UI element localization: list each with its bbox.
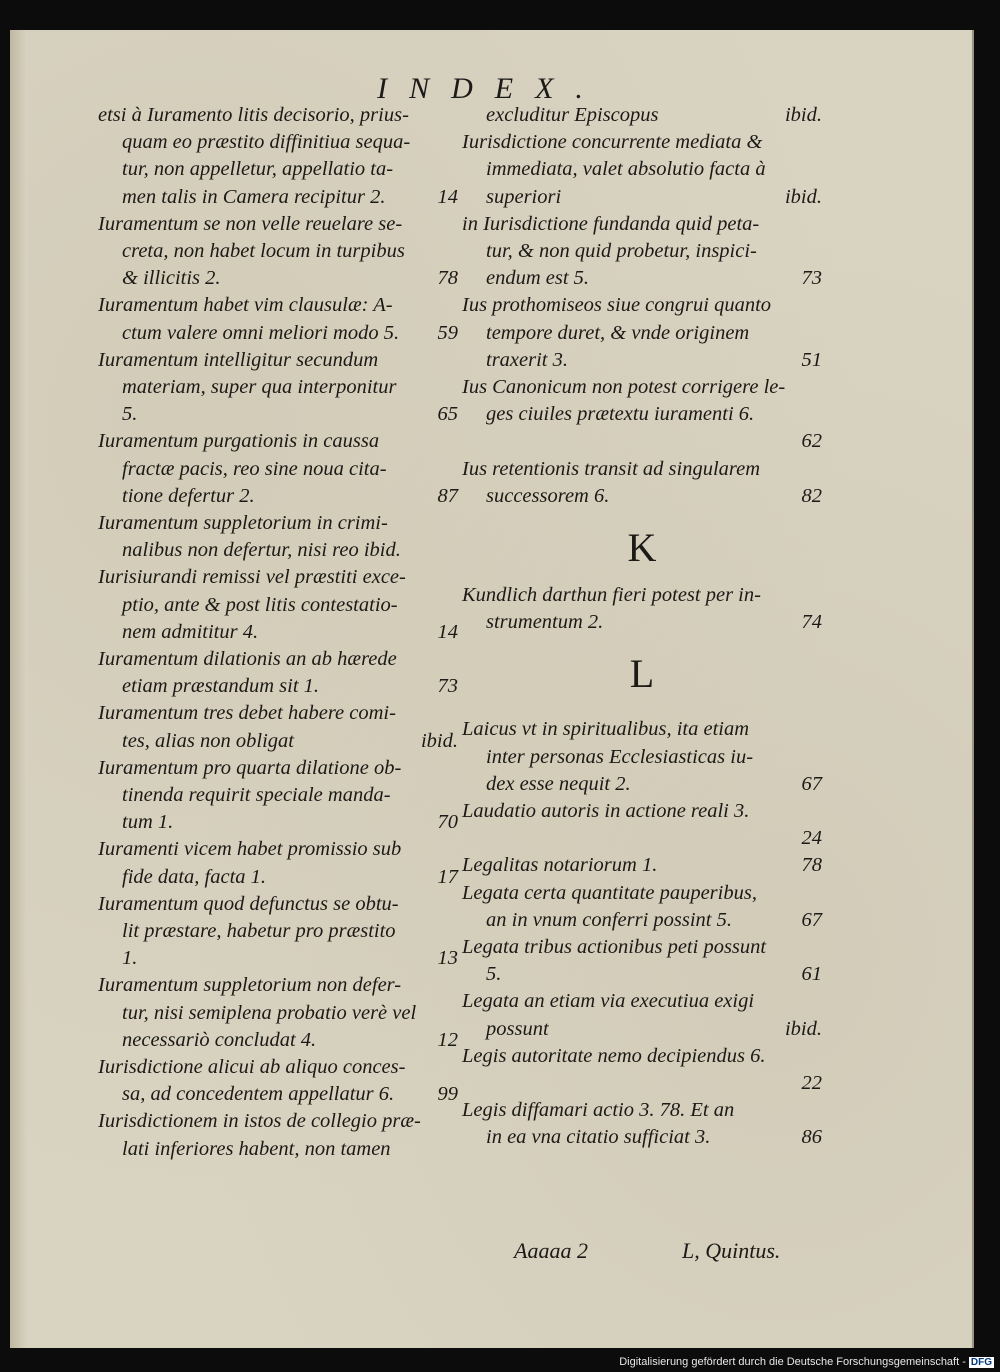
index-entry-line (122, 265, 458, 291)
entry-text: an in vnum conferri possint 5. (486, 908, 732, 931)
book-page (10, 30, 974, 1348)
index-entry-line (462, 852, 822, 878)
entry-page-number: 13 (437, 947, 458, 970)
index-entry-line (122, 864, 458, 890)
index-entry-line (98, 102, 458, 128)
index-entry-line (122, 184, 458, 210)
entry-text: quam eo præstito diffinitiua sequa- (122, 131, 411, 154)
index-entry-line (98, 836, 458, 862)
entry-page-number: 14 (437, 620, 458, 643)
entry-text: traxerit 3. (486, 348, 568, 371)
index-entry-line (462, 456, 822, 482)
index-entry-line (122, 1081, 458, 1107)
index-entry-line (486, 102, 822, 128)
entry-text: 5. (122, 403, 138, 426)
index-entry-line (122, 456, 458, 482)
index-entry-line (486, 401, 822, 427)
index-entry-line (122, 1136, 458, 1162)
index-entry-line (122, 401, 458, 427)
entry-text: inter personas Ecclesiasticas iu- (486, 745, 754, 768)
entry-text: lit præstare, habetur pro præstito (122, 920, 396, 942)
entry-text: Ius retentionis transit ad singularem (462, 457, 761, 480)
index-entry-line (462, 1097, 822, 1123)
entry-text: ges ciuiles prætextu iuramenti 6. (486, 403, 755, 426)
entry-page-number: 73 (801, 267, 822, 290)
entry-text: Iuramentum suppletorium non defer- (98, 974, 402, 997)
entry-text: Iuramenti vicem habet promissio sub (98, 838, 402, 861)
index-entry-line (486, 907, 822, 933)
index-entry-line (98, 1108, 458, 1134)
index-entry-line (122, 782, 458, 808)
index-entry-line (98, 1054, 458, 1080)
catchword: L, Quintus. (682, 1238, 781, 1263)
entry-page-number: 74 (801, 611, 822, 634)
index-entry-line (462, 582, 822, 608)
entry-text: 1. (122, 947, 138, 970)
entry-text: in Iurisdictione fundanda quid peta- (462, 212, 760, 235)
index-entry-line (486, 609, 822, 635)
entry-page-number: ibid. (784, 1017, 822, 1040)
entry-text: Iurisdictione concurrente mediata & (462, 131, 763, 154)
entry-text: creta, non habet locum in turpibus (122, 240, 405, 262)
index-entry-line (462, 292, 822, 318)
index-entry-line (486, 744, 822, 770)
entry-page-number: 12 (437, 1028, 458, 1051)
entry-text: superiori (486, 185, 562, 208)
entry-text: immediata, valet absolutio facta à (486, 158, 766, 181)
entry-page-number: 67 (801, 908, 822, 931)
entry-text: ptio, ante & post litis contestatio- (122, 593, 398, 616)
index-entry-line (462, 129, 822, 155)
entry-page-number: 14 (437, 185, 458, 208)
entry-text: tur, nisi semiplena probatio verè vel (122, 1001, 417, 1024)
dfg-logo: DFG (970, 1356, 992, 1368)
entry-text: Iurisdictione alicui ab aliquo conces- (98, 1056, 406, 1078)
index-entry-line (122, 728, 458, 754)
section-letter-l: L (629, 651, 655, 697)
index-entry-line (122, 129, 458, 155)
entry-text: nem admititur 4. (122, 620, 259, 643)
entry-text: Iuramentum habet vim clausulæ: A- (98, 294, 393, 317)
entry-text: Iurisdictionem in istos de collegio præ- (98, 1110, 421, 1133)
entry-page-number: 67 (801, 772, 822, 795)
index-entry-line (486, 961, 822, 987)
entry-page-number: 61 (801, 963, 822, 986)
entry-text: lati inferiores habent, non tamen (122, 1137, 391, 1160)
index-entry-line (122, 809, 458, 835)
index-entry-line (122, 673, 458, 699)
page-binding-edge (10, 30, 28, 1348)
entry-text: dex esse nequit 2. (486, 772, 631, 795)
index-entry-line (122, 483, 458, 509)
footer-text: Digitalisierung gefördert durch die Deutsche Forschungsgemeinschaft - (619, 1356, 966, 1368)
entry-text: in ea vna citatio sufficiat 3. (486, 1126, 711, 1149)
entry-text: successorem 6. (486, 484, 610, 507)
entry-page-number: 22 (801, 1072, 822, 1094)
index-entry-line (98, 646, 458, 672)
index-entry-line (486, 1124, 822, 1150)
entry-text: Legata certa quantitate pauperibus, (462, 881, 757, 904)
entry-page-number: 82 (801, 484, 822, 507)
index-entry-line (98, 564, 458, 590)
entry-text: strumentum 2. (486, 611, 604, 634)
entry-text: Laicus vt in spiritualibus, ita etiam (462, 718, 750, 741)
entry-page-number: 62 (801, 430, 822, 453)
entry-page-number: 17 (437, 865, 458, 888)
entry-page-number: 24 (801, 827, 822, 850)
entry-text: tur, non appelletur, appellatio ta- (122, 158, 394, 181)
entry-text: nalibus non defertur, nisi reo ibid. (122, 539, 401, 562)
entry-text: Iuramentum pro quarta dilatione ob- (98, 756, 402, 779)
index-entry-line (98, 347, 458, 373)
entry-text: Iuramentum dilationis an ab hærede (98, 648, 397, 670)
entry-text: possunt (486, 1017, 549, 1040)
entry-text: tinenda requirit speciale manda- (122, 784, 391, 806)
entry-text: Legalitas notariorum 1. (462, 854, 658, 877)
index-entry-line (486, 238, 822, 264)
index-entry-line (122, 1000, 458, 1026)
entry-text: Iuramentum intelligitur secundum (98, 348, 379, 371)
section-letter-k: K (627, 525, 657, 570)
entry-page-number: ibid. (784, 185, 822, 208)
index-entry-line (462, 374, 822, 400)
entry-text: endum est 5. (486, 267, 590, 290)
index-entry-line (98, 700, 458, 726)
entry-text: Legis diffamari actio 3. 78. Et an (462, 1099, 735, 1122)
index-entry-line (98, 755, 458, 781)
entry-page-number: 86 (801, 1126, 822, 1149)
entry-page-number: 99 (437, 1083, 458, 1106)
entry-text: etiam præstandum sit 1. (122, 675, 320, 698)
entry-text: Laudatio autoris in actione reali 3. (462, 800, 750, 822)
index-entry-line (122, 238, 458, 264)
entry-text: Legata an etiam via executiua exigi (462, 990, 755, 1013)
index-entry-line (486, 483, 822, 509)
index-entry-line (98, 428, 458, 454)
entry-text: Iurisiurandi remissi vel præstiti exce- (98, 566, 406, 589)
index-entry-line (462, 716, 822, 742)
entry-text: Ius Canonicum non potest corrigere le- (462, 376, 786, 398)
index-entry-line (122, 156, 458, 182)
index-entry-line (486, 265, 822, 291)
index-entry-line (486, 320, 822, 346)
entry-text: Iuramentum se non velle reuelare se- (98, 212, 403, 235)
entry-text: fide data, facta 1. (122, 865, 267, 888)
entry-text: materiam, super qua interponitur (122, 376, 397, 398)
index-entry-line (462, 880, 822, 906)
signature-mark: Aaaaa 2 (514, 1238, 588, 1263)
index-entry-line (486, 1016, 822, 1042)
index-entry-line (486, 156, 822, 182)
entry-text: tione defertur 2. (122, 484, 255, 507)
index-entry-line (122, 945, 458, 971)
entry-page-number: 78 (801, 854, 822, 877)
entry-text: Ius prothomiseos siue congrui quanto (462, 294, 772, 317)
entry-text: men talis in Camera recipitur 2. (122, 185, 386, 208)
entry-text: tempore duret, & vnde originem (486, 321, 750, 344)
index-entry-line (98, 891, 458, 917)
entry-page-number: 78 (437, 267, 458, 290)
index-entry-line (122, 918, 458, 944)
entry-text: & illicitis 2. (122, 267, 221, 290)
index-entry-line (98, 211, 458, 237)
entry-text: etsi à Iuramento litis decisorio, prius- (98, 104, 409, 126)
index-entry-line (122, 537, 458, 563)
entry-text: Legata tribus actionibus peti possunt (462, 936, 767, 958)
index-entry-line (462, 211, 822, 237)
entry-text: tur, & non quid probetur, inspici- (486, 240, 757, 262)
index-entry-line (122, 619, 458, 645)
index-entry-line (486, 771, 822, 797)
index-entry-line (486, 184, 822, 210)
entry-page-number: 65 (437, 403, 458, 426)
entry-text: Kundlich darthun fieri potest per in- (462, 584, 761, 606)
entry-page-number: ibid. (420, 729, 458, 752)
index-entry-line (122, 374, 458, 400)
index-entry-line (98, 292, 458, 318)
entry-text: fractæ pacis, reo sine noua cita- (122, 457, 387, 480)
entry-text: Iuramentum quod defunctus se obtu- (98, 892, 399, 915)
index-entry-line (462, 1043, 822, 1069)
entry-page-number: 51 (801, 348, 822, 371)
index-entry-line (122, 592, 458, 618)
entry-page-number: 73 (437, 675, 458, 698)
digitization-footer (619, 1356, 994, 1368)
entry-text: 5. (486, 963, 502, 986)
entry-text: ctum valere omni meliori modo 5. (122, 321, 400, 344)
entry-page-number: ibid. (784, 104, 822, 126)
entry-text: tes, alias non obligat (122, 729, 294, 752)
entry-text: tum 1. (122, 811, 174, 834)
entry-text: Legis autoritate nemo decipiendus 6. (462, 1044, 766, 1067)
index-entry-line (486, 347, 822, 373)
index-entry-line (462, 988, 822, 1014)
index-entry-line (98, 510, 458, 536)
index-entry-line (122, 1027, 458, 1053)
entry-text: sa, ad concedentem appellatur 6. (122, 1083, 395, 1106)
entry-text: Iuramentum tres debet habere comi- (98, 702, 396, 725)
entry-page-number: 59 (437, 321, 458, 344)
index-entry-line (98, 972, 458, 998)
page-title: INDEX. (377, 72, 605, 105)
entry-page-number: 70 (437, 811, 458, 834)
entry-text: Iuramentum suppletorium in crimi- (98, 512, 388, 534)
index-entry-line (462, 798, 822, 824)
index-entry-line (122, 320, 458, 346)
entry-text: excluditur Episcopus (486, 104, 659, 126)
index-entry-line (462, 934, 822, 960)
entry-page-number: 87 (437, 484, 458, 507)
entry-text: Iuramentum purgationis in caussa (98, 430, 380, 453)
entry-text: necessariò concludat 4. (122, 1028, 317, 1051)
